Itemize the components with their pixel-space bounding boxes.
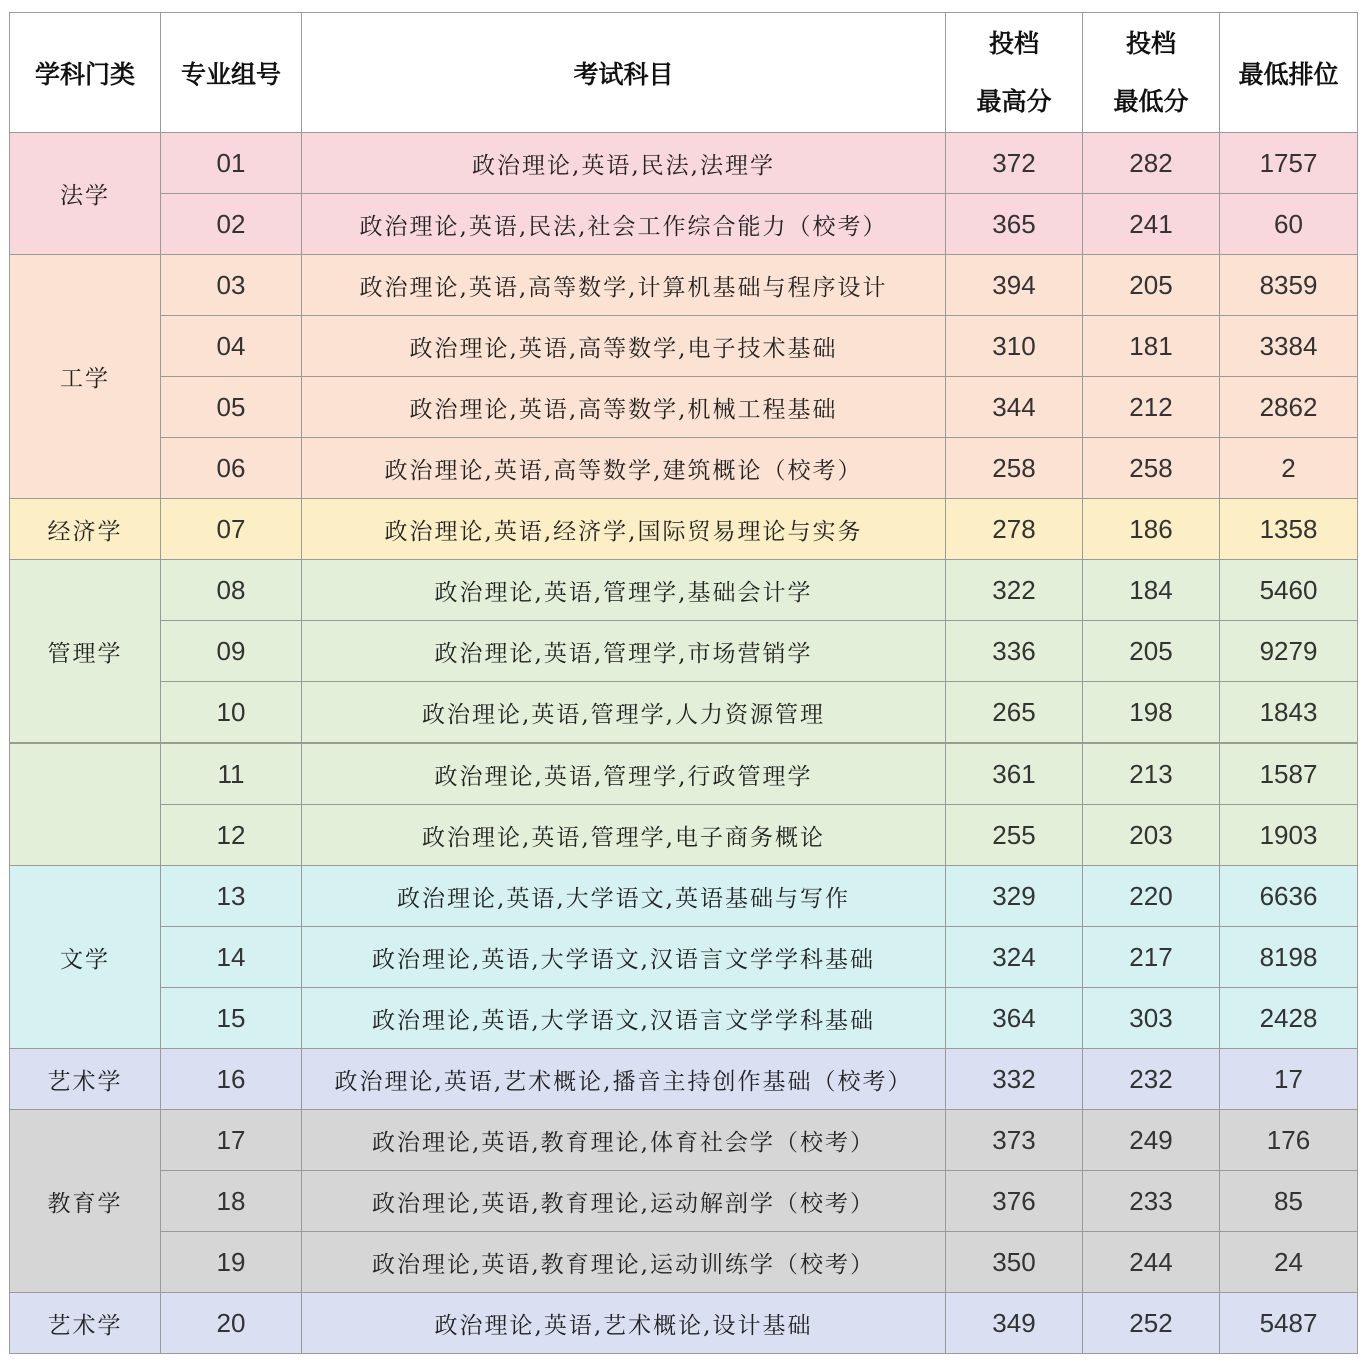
min-score-cell: 244 [1083, 1232, 1220, 1293]
table-row [10, 682, 1358, 743]
group-cell: 14 [161, 927, 302, 988]
header-row [10, 13, 1358, 133]
subjects-cell: 政治理论,英语,教育理论,运动训练学（校考） [302, 1232, 946, 1293]
max-score-cell: 322 [946, 560, 1083, 621]
subjects-cell: 政治理论,英语,教育理论,体育社会学（校考） [302, 1110, 946, 1171]
admission-table-part1 [9, 12, 1358, 743]
max-score-cell: 344 [946, 377, 1083, 438]
rank-cell: 2428 [1220, 988, 1358, 1049]
header-min-line1: 投档 [1125, 28, 1176, 58]
table-row [10, 377, 1358, 438]
rank-cell: 24 [1220, 1232, 1358, 1293]
rank-cell: 5487 [1220, 1293, 1358, 1354]
max-score-cell: 350 [946, 1232, 1083, 1293]
table-row [10, 988, 1358, 1049]
min-score-cell: 252 [1083, 1293, 1220, 1354]
group-cell: 04 [161, 316, 302, 377]
subjects-cell: 政治理论,英语,高等数学,计算机基础与程序设计 [302, 255, 946, 316]
subjects-cell: 政治理论,英语,民法,法理学 [302, 133, 946, 194]
min-score-cell: 258 [1083, 438, 1220, 499]
min-score-cell: 282 [1083, 133, 1220, 194]
header-max-score [946, 13, 1083, 133]
group-cell: 16 [161, 1049, 302, 1110]
rank-cell: 8198 [1220, 927, 1358, 988]
rank-cell: 1903 [1220, 805, 1358, 866]
min-score-cell: 249 [1083, 1110, 1220, 1171]
rank-cell: 3384 [1220, 316, 1358, 377]
table-row [10, 499, 1358, 560]
group-cell: 10 [161, 682, 302, 743]
rank-cell: 176 [1220, 1110, 1358, 1171]
table-row [10, 621, 1358, 682]
subjects-cell: 政治理论,英语,大学语文,英语基础与写作 [302, 866, 946, 927]
header-min-line2: 最低分 [1113, 86, 1189, 116]
subjects-cell: 政治理论,英语,大学语文,汉语言文学学科基础 [302, 988, 946, 1049]
subjects-cell: 政治理论,英语,高等数学,建筑概论（校考） [302, 438, 946, 499]
min-score-cell: 181 [1083, 316, 1220, 377]
group-cell: 08 [161, 560, 302, 621]
category-cell: 法学 [10, 133, 161, 255]
rank-cell: 1587 [1220, 744, 1358, 805]
max-score-cell: 364 [946, 988, 1083, 1049]
group-cell: 06 [161, 438, 302, 499]
header-group: 专业组号 [161, 13, 302, 133]
table-row [10, 1110, 1358, 1171]
subjects-cell: 政治理论,英语,经济学,国际贸易理论与实务 [302, 499, 946, 560]
group-cell: 20 [161, 1293, 302, 1354]
rank-cell: 5460 [1220, 560, 1358, 621]
subjects-cell: 政治理论,英语,管理学,市场营销学 [302, 621, 946, 682]
rank-cell: 17 [1220, 1049, 1358, 1110]
max-score-cell: 365 [946, 194, 1083, 255]
subjects-cell: 政治理论,英语,管理学,行政管理学 [302, 744, 946, 805]
group-cell: 19 [161, 1232, 302, 1293]
min-score-cell: 203 [1083, 805, 1220, 866]
table-row [10, 438, 1358, 499]
table-row [10, 866, 1358, 927]
subjects-cell: 政治理论,英语,艺术概论,设计基础 [302, 1293, 946, 1354]
header-max-line2: 最高分 [976, 86, 1052, 116]
rank-cell: 1358 [1220, 499, 1358, 560]
max-score-cell: 336 [946, 621, 1083, 682]
admission-table-part2 [9, 743, 1358, 1354]
min-score-cell: 205 [1083, 255, 1220, 316]
group-cell: 05 [161, 377, 302, 438]
category-cell: 艺术学 [10, 1293, 161, 1354]
min-score-cell: 212 [1083, 377, 1220, 438]
table-row [10, 560, 1358, 621]
table-row [10, 133, 1358, 194]
max-score-cell: 332 [946, 1049, 1083, 1110]
rank-cell: 85 [1220, 1171, 1358, 1232]
max-score-cell: 376 [946, 1171, 1083, 1232]
table-row [10, 927, 1358, 988]
min-score-cell: 232 [1083, 1049, 1220, 1110]
table-row [10, 805, 1358, 866]
rank-cell: 1843 [1220, 682, 1358, 743]
category-cell: 经济学 [10, 499, 161, 560]
rank-cell: 2862 [1220, 377, 1358, 438]
max-score-cell: 361 [946, 744, 1083, 805]
subjects-cell: 政治理论,英语,管理学,基础会计学 [302, 560, 946, 621]
rank-cell: 60 [1220, 194, 1358, 255]
max-score-cell: 255 [946, 805, 1083, 866]
max-score-cell: 265 [946, 682, 1083, 743]
table-row [10, 255, 1358, 316]
header-rank: 最低排位 [1220, 13, 1358, 133]
rank-cell: 2 [1220, 438, 1358, 499]
group-cell: 01 [161, 133, 302, 194]
subjects-cell: 政治理论,英语,民法,社会工作综合能力（校考） [302, 194, 946, 255]
category-cell: 文学 [10, 866, 161, 1049]
rank-cell: 6636 [1220, 866, 1358, 927]
max-score-cell: 278 [946, 499, 1083, 560]
subjects-cell: 政治理论,英语,管理学,电子商务概论 [302, 805, 946, 866]
group-cell: 15 [161, 988, 302, 1049]
group-cell: 18 [161, 1171, 302, 1232]
group-cell: 02 [161, 194, 302, 255]
subjects-cell: 政治理论,英语,高等数学,电子技术基础 [302, 316, 946, 377]
subjects-cell: 政治理论,英语,艺术概论,播音主持创作基础（校考） [302, 1049, 946, 1110]
min-score-cell: 241 [1083, 194, 1220, 255]
header-subjects: 考试科目 [302, 13, 946, 133]
group-cell: 07 [161, 499, 302, 560]
max-score-cell: 324 [946, 927, 1083, 988]
group-cell: 17 [161, 1110, 302, 1171]
table-row [10, 1049, 1358, 1110]
category-cell-empty [10, 744, 161, 866]
min-score-cell: 186 [1083, 499, 1220, 560]
group-cell: 12 [161, 805, 302, 866]
table-row [10, 316, 1358, 377]
max-score-cell: 373 [946, 1110, 1083, 1171]
max-score-cell: 372 [946, 133, 1083, 194]
min-score-cell: 205 [1083, 621, 1220, 682]
subjects-cell: 政治理论,英语,管理学,人力资源管理 [302, 682, 946, 743]
max-score-cell: 258 [946, 438, 1083, 499]
max-score-cell: 394 [946, 255, 1083, 316]
header-category: 学科门类 [10, 13, 161, 133]
min-score-cell: 303 [1083, 988, 1220, 1049]
group-cell: 11 [161, 744, 302, 805]
subjects-cell: 政治理论,英语,教育理论,运动解剖学（校考） [302, 1171, 946, 1232]
min-score-cell: 220 [1083, 866, 1220, 927]
table-row [10, 744, 1358, 805]
rank-cell: 1757 [1220, 133, 1358, 194]
max-score-cell: 310 [946, 316, 1083, 377]
category-cell: 艺术学 [10, 1049, 161, 1110]
subjects-cell: 政治理论,英语,高等数学,机械工程基础 [302, 377, 946, 438]
rank-cell: 9279 [1220, 621, 1358, 682]
subjects-cell: 政治理论,英语,大学语文,汉语言文学学科基础 [302, 927, 946, 988]
table-row [10, 1171, 1358, 1232]
group-cell: 03 [161, 255, 302, 316]
min-score-cell: 233 [1083, 1171, 1220, 1232]
max-score-cell: 329 [946, 866, 1083, 927]
category-cell: 教育学 [10, 1110, 161, 1293]
group-cell: 09 [161, 621, 302, 682]
category-cell: 工学 [10, 255, 161, 499]
min-score-cell: 198 [1083, 682, 1220, 743]
rank-cell: 8359 [1220, 255, 1358, 316]
table-row [10, 1232, 1358, 1293]
table-row [10, 194, 1358, 255]
header-min-score [1083, 13, 1220, 133]
table-row [10, 1293, 1358, 1354]
group-cell: 13 [161, 866, 302, 927]
header-max-line1: 投档 [988, 28, 1039, 58]
min-score-cell: 217 [1083, 927, 1220, 988]
category-cell: 管理学 [10, 560, 161, 743]
max-score-cell: 349 [946, 1293, 1083, 1354]
min-score-cell: 184 [1083, 560, 1220, 621]
min-score-cell: 213 [1083, 744, 1220, 805]
